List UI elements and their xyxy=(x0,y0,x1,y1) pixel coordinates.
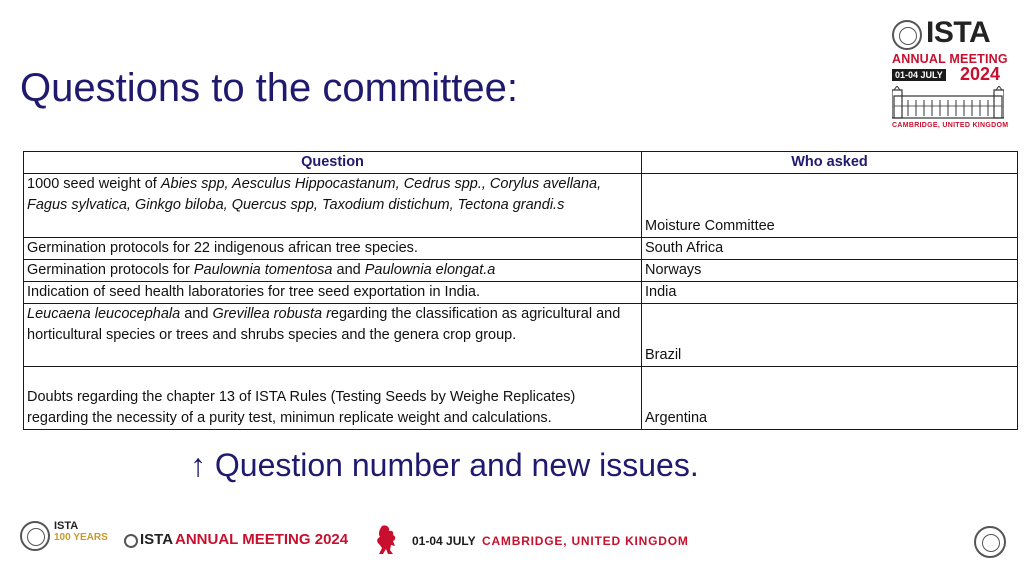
table-row xyxy=(24,304,1018,367)
ista-small-seal-icon xyxy=(124,534,138,548)
who-asked-cell: South Africa xyxy=(642,238,1018,260)
table-row xyxy=(24,282,1018,304)
who-asked-cell: Norways xyxy=(642,260,1018,282)
species-name: Leucaena leucocephala xyxy=(27,306,181,322)
ista-seal-icon xyxy=(974,526,1006,558)
who-asked-cell: Brazil xyxy=(642,304,1018,367)
questions-table xyxy=(23,151,1018,430)
question-text: egarding the classification as agricultural and horticultural species or trees and shrubs species and the genera crop group. xyxy=(27,306,621,343)
logo-dates-text: 01-04 JULY xyxy=(892,69,946,81)
column-header-question: Question xyxy=(24,152,642,174)
footer-location-label: CAMBRIDGE, UNITED KINGDOM xyxy=(482,534,689,548)
footer-banner xyxy=(0,516,1024,566)
footer-100-years-label: 100 YEARS xyxy=(54,532,108,543)
logo-year-text: 2024 xyxy=(960,64,1001,84)
footer-dates-label: 01-04 JULY xyxy=(412,534,476,548)
cambridge-building-icon xyxy=(892,86,1004,120)
question-text: 1000 seed weight of xyxy=(27,176,161,192)
question-text: Indication of seed health laboratories for tree seed exportation in India. xyxy=(27,284,481,300)
logo-event-text: ANNUAL MEETING xyxy=(892,52,1008,66)
table-row xyxy=(24,238,1018,260)
question-cell xyxy=(24,367,642,430)
cambridge-lion-icon xyxy=(374,524,400,556)
species-name: Abies spp, Aesculus Hippocastanum, Cedrus spp., Corylus avellana, Fagus sylvatica, Ginkgo biloba, Quercus spp, Taxodium distichum, Tectona grandi.s xyxy=(27,176,602,213)
question-cell xyxy=(24,238,642,260)
table-row xyxy=(24,367,1018,430)
table-row xyxy=(24,174,1018,238)
logo-ista-text: ISTA xyxy=(926,16,991,49)
footer-meeting-label: ANNUAL MEETING 2024 xyxy=(175,531,349,548)
question-text: Germination protocols for xyxy=(27,262,194,278)
species-name: Paulownia elongat.a xyxy=(364,262,496,278)
footnote-question-number xyxy=(190,447,699,484)
ista-seal-icon xyxy=(20,521,50,551)
who-asked-cell: Moisture Committee xyxy=(642,174,1018,238)
species-name: Grevillea robusta r xyxy=(212,306,331,322)
logo-location-text: CAMBRIDGE, UNITED KINGDOM xyxy=(892,122,1009,129)
column-header-who-asked: Who asked xyxy=(642,152,1018,174)
question-text: Germination protocols for 22 indigenous african tree species. xyxy=(27,240,418,256)
who-asked-cell: Argentina xyxy=(642,367,1018,430)
table-header-row xyxy=(24,152,1018,174)
who-asked-cell: India xyxy=(642,282,1018,304)
question-text: and xyxy=(332,262,365,278)
ista-seal-icon xyxy=(892,20,922,50)
up-arrow-icon: ↑ xyxy=(190,447,206,483)
question-text: Doubts regarding the chapter 13 of ISTA Rules (Testing Seeds by Weighe Replicates) regarding the necessity of a purity test, minimun replicate weight and calculations. xyxy=(27,389,576,426)
footer-ista-100-label: ISTA xyxy=(54,520,79,532)
question-text: and xyxy=(180,306,213,322)
page-title: Questions to the committee: xyxy=(20,66,519,110)
question-cell xyxy=(24,282,642,304)
table-row xyxy=(24,260,1018,282)
question-cell xyxy=(24,260,642,282)
question-cell xyxy=(24,174,642,238)
ista-meeting-logo xyxy=(888,16,1008,140)
question-cell xyxy=(24,304,642,367)
species-name: Paulownia tomentosa xyxy=(193,262,333,278)
footer-ista-label: ISTA xyxy=(140,531,174,548)
footnote-text: Question number and new issues. xyxy=(214,447,699,483)
